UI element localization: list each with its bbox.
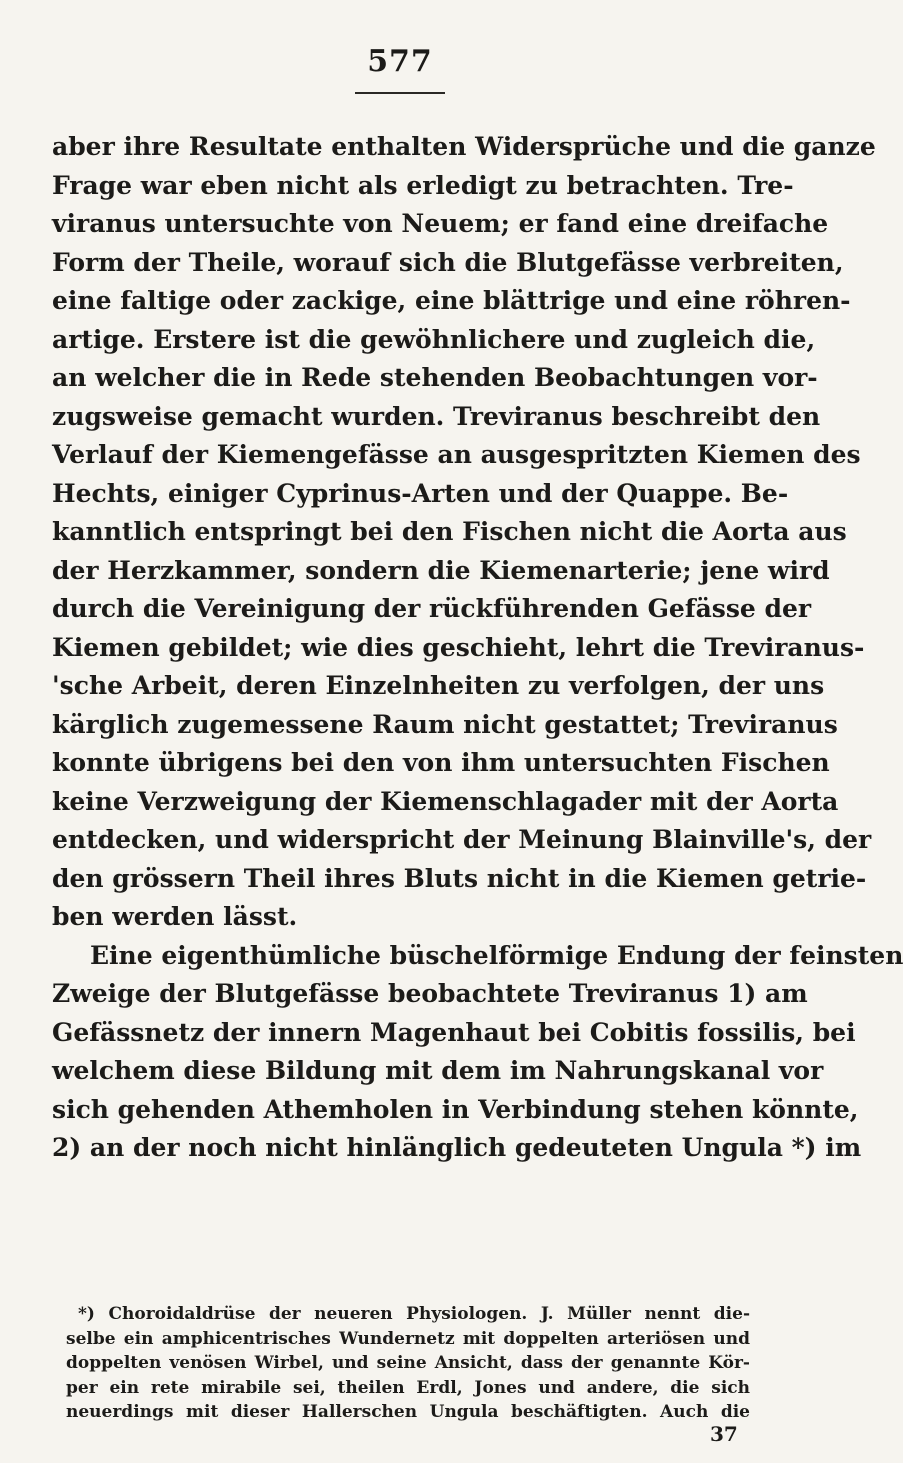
body-line: Zweige der Blutgefässe beobachtete Treviranus 1) am xyxy=(52,979,808,1008)
body-line: entdecken, und widerspricht der Meinung Blainville's, der xyxy=(52,825,872,854)
body-line: an welcher die in Rede stehenden Beobachtungen vor- xyxy=(52,363,818,392)
body-line: Eine eigenthümliche büschelförmige Endung der feinsten xyxy=(90,940,903,970)
footnote-line: neuerdings mit dieser Hallerschen Ungula beschäftigten. Auch die xyxy=(66,1402,750,1422)
page-number-underline xyxy=(355,92,445,94)
body-line: zugsweise gemacht wurden. Treviranus beschreibt den xyxy=(52,401,821,431)
body-line: Hechts, einiger Cyprinus-Arten und der Quappe. Be- xyxy=(52,478,789,508)
body-line: Kiemen gebildet; wie dies geschieht, lehrt die Treviranus- xyxy=(52,632,865,662)
footnote-line: selbe ein amphicentrisches Wundernetz mit doppelten arteriösen und xyxy=(66,1328,750,1349)
body-line: eine faltige oder zackige, eine blättrige und eine röhren- xyxy=(52,286,851,315)
body-line: 'sche Arbeit, deren Einzelnheiten zu verfolgen, der uns xyxy=(52,671,825,700)
body-line: aber ihre Resultate enthalten Widersprüche und die ganze xyxy=(52,132,876,161)
body-line: durch die Vereinigung der rückführenden Gefässe der xyxy=(52,594,812,623)
body-line: Form der Theile, worauf sich die Blutgefässe verbreiten, xyxy=(52,247,844,277)
body-line: den grössern Theil ihres Bluts nicht in die Kiemen getrie- xyxy=(52,863,867,893)
body-line: 2) an der noch nicht hinlänglich gedeuteten Ungula *) im xyxy=(52,1133,862,1162)
body-line: welchem diese Bildung mit dem im Nahrungskanal vor xyxy=(52,1056,824,1085)
footnote-line: *) Choroidaldrüse der neueren Physiologen. J. Müller nennt die- xyxy=(78,1304,750,1324)
body-line: viranus untersuchte von Neuem; er fand eine dreifache xyxy=(52,209,829,238)
footnote-line: doppelten venösen Wirbel, und seine Ansicht, dass der genannte Kör- xyxy=(66,1353,750,1373)
body-line: artige. Erstere ist die gewöhnlichere und zugleich die, xyxy=(52,324,816,354)
page-number: 577 xyxy=(367,44,433,79)
body-line: kärglich zugemessene Raum nicht gestattet; Treviranus xyxy=(52,709,838,739)
body-line: sich gehenden Athemholen in Verbindung stehen könnte, xyxy=(52,1094,859,1124)
footnote-block xyxy=(66,1302,750,1425)
body-line: Gefässnetz der innern Magenhaut bei Cobitis fossilis, bei xyxy=(52,1017,856,1047)
body-line: Verlauf der Kiemengefässe an ausgespritzten Kiemen des xyxy=(52,440,861,469)
body-line: keine Verzweigung der Kiemenschlagader mit der Aorta xyxy=(52,786,839,816)
body-text xyxy=(52,128,903,1168)
signature-mark: 37 xyxy=(710,1422,738,1446)
body-line: konnte übrigens bei den von ihm untersuchten Fischen xyxy=(52,748,830,777)
body-line: kanntlich entspringt bei den Fischen nicht die Aorta aus xyxy=(52,517,847,546)
body-line: Frage war eben nicht als erledigt zu betrachten. Tre- xyxy=(52,170,794,200)
body-line: der Herzkammer, sondern die Kiemenarterie; jene wird xyxy=(52,555,830,585)
body-line: ben werden lässt. xyxy=(52,902,298,931)
footnote-line: per ein rete mirabile sei, theilen Erdl, Jones und andere, die sich xyxy=(66,1377,750,1398)
